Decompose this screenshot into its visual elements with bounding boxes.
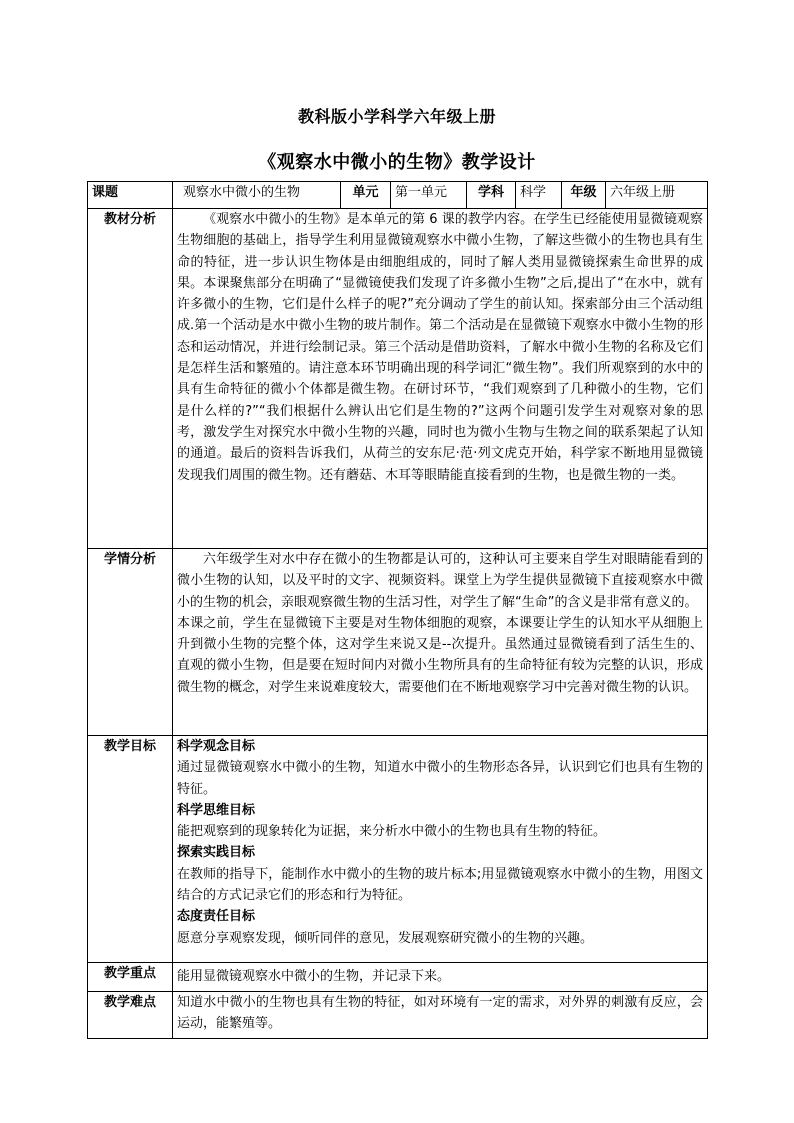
- student-analysis-paragraph-1: 六年级学生对水中存在微小的生物都是认可的，这种认可主要来自学生对眼睛能看到的微小生物的认知，以及平时的文字、视频资料。课堂上为学生提供显微镜下直接观察水中微小的生物的机会，亲眼观察微生物的生活习性，对学生了解“生命”的含义是非常有意义的。: [177, 552, 703, 610]
- goal-text: 愿意分享观察发现，倾听同伴的意见，发展观察研究微小的生物的兴趣。: [177, 930, 594, 946]
- goal-heading: 探索实践目标: [177, 845, 256, 861]
- unit-value: 第一单元: [391, 182, 467, 209]
- key-points-text: 能用显微镜观察水中微小的生物，并记录下来。: [173, 963, 708, 992]
- student-analysis-row: [88, 549, 708, 736]
- topic-label: 课题: [88, 182, 173, 209]
- student-analysis-cell: [173, 549, 708, 736]
- unit-label: 单元: [341, 182, 391, 209]
- key-points-row: [88, 963, 708, 992]
- document-title-line1: 教科版小学科学六年级上册: [297, 107, 496, 126]
- textbook-analysis-row: [88, 209, 708, 549]
- document-title-line2: 《观察水中微小的生物》教学设计: [258, 152, 536, 173]
- goal-heading: 态度责任目标: [177, 909, 256, 925]
- difficulties-label: 教学难点: [88, 992, 173, 1039]
- topic-value: 观察水中微小的生物: [173, 182, 341, 209]
- teaching-goals-cell: [173, 736, 708, 963]
- student-analysis-paragraph-2: 本课之前，学生在显微镜下主要是对生物体细胞的观察，本课要让学生的认知水平从细胞上升到微小生物的完整个体，这对学生来说又是--次提升。虽然通过显微镜看到了活生生的、直观的微小生物，但是要在短时间内对微小生物所具有的生命特征有较为完整的认识，形成微生物的概念，对学生来说难度较大，需要他们在不断地观察学习中完善对微生物的认识。: [177, 615, 703, 695]
- lesson-plan-table: [87, 181, 708, 1039]
- goal-heading: 科学思维目标: [177, 802, 256, 818]
- grade-label: 年级: [562, 182, 606, 209]
- textbook-analysis-label: 教材分析: [88, 209, 173, 549]
- goal-text: 通过显微镜观察水中微小的生物，知道水中微小的生物形态各异，认识到它们也具有生物的特征。: [177, 760, 703, 797]
- goal-text: 在教师的指导下，能制作水中微小的生物的玻片标本;用显微镜观察水中微小的生物，用图文结合的方式记录它们的形态和行为特征。: [177, 866, 703, 904]
- teaching-goals-row: [88, 736, 708, 963]
- goal-text: 能把观察到的现象转化为证据，来分析水中微小的生物也具有生物的特征。: [177, 824, 607, 840]
- subject-label: 学科: [467, 182, 516, 209]
- subject-value: 科学: [516, 182, 562, 209]
- goal-heading: 科学观念目标: [177, 739, 256, 754]
- teaching-goals-label: 教学目标: [88, 736, 173, 963]
- difficulties-row: [88, 992, 708, 1039]
- difficulties-text: 知道水中微小的生物也具有生物的特征，如对环境有一定的需求，对外界的刺激有反应，会运动，能繁殖等。: [173, 992, 708, 1039]
- textbook-analysis-cell: [173, 209, 708, 549]
- grade-value: 六年级上册: [606, 182, 708, 209]
- key-points-label: 教学重点: [88, 963, 173, 992]
- header-row: [88, 182, 708, 209]
- textbook-analysis-text: 《观察水中微小的生物》是本单元的第 6 课的教学内容。在学生已经能使用显微镜观察生物细胞的基础上，指导学生利用显微镜观察水中微小生物，了解这些微小的生物也具有生命的特征，进一步认识生物体是由细胞组成的，同时了解人类用显微镜探索生命世界的成果。本课聚焦部分在明确了“显微镜使我们发现了许多微小生物”之后,提出了“在水中，就有许多微小的生物，它们是什么样子的呢?”充分调动了学生的前认知。探索部分由三个活动组成.第一个活动是水中微小生物的玻片制作。第二个活动是在显微镜下观察水中微小生物的形态和运动情况，并进行绘制记录。第三个活动是借助资料，了解水中微小生物的名称及它们是怎样生活和繁殖的。请注意本环节明确出现的科学词汇“微生物”。我们所观察到的水中的具有生命特征的微小个体都是微生物。在研讨环节，“我们观察到了几种微小的生物，它们是什么样的?”“我们根据什么辨认出它们是生物的?”这两个问题引发学生对观察对象的思考，激发学生对探究水中微小生物的兴趣，同时也为微小生物与生物之间的联系架起了认知的通道。最后的资料告诉我们，从荷兰的安东尼·范·列文虎克开始，科学家不断地用显微镜发现我们周围的微生物。还有蘑菇、木耳等眼睛能直接看到的生物，也是微生物的一类。: [177, 212, 703, 483]
- student-analysis-label: 学情分析: [88, 549, 173, 736]
